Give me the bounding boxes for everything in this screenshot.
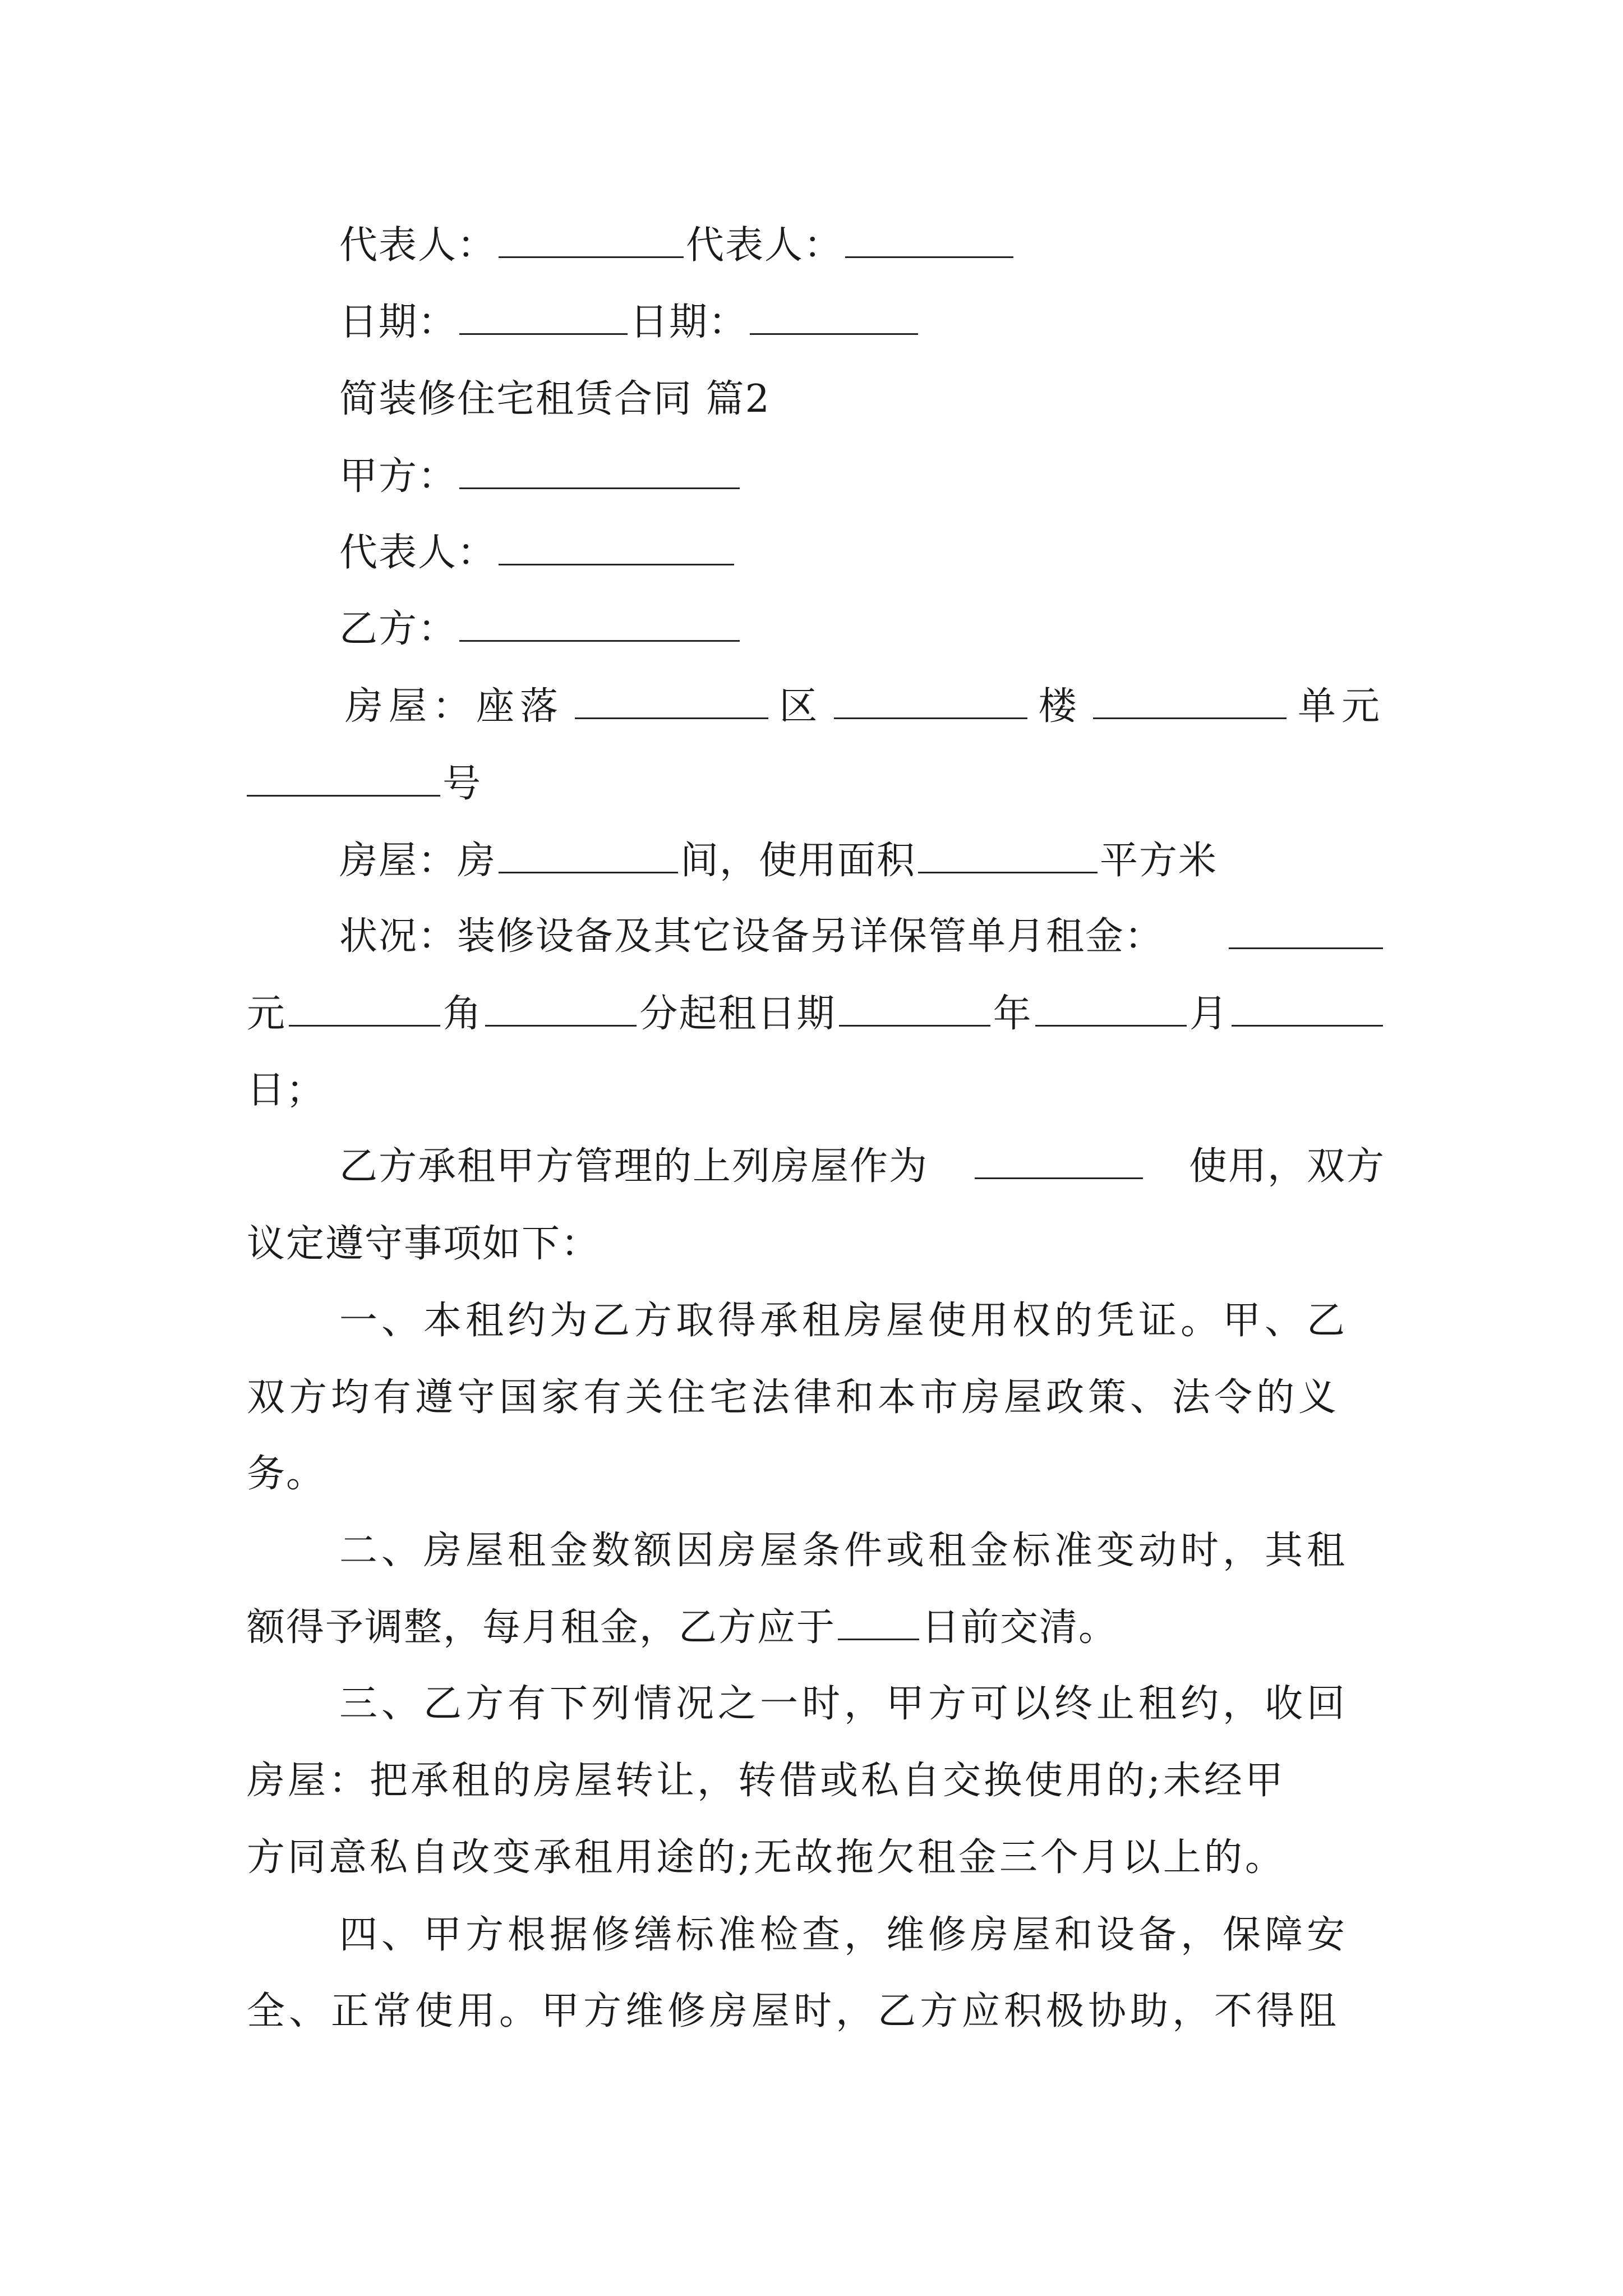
- clause-1-line-1: 一、本租约为乙方取得承租房屋使用权的凭证。甲、乙: [339, 1299, 1349, 1343]
- blank-year: [839, 990, 990, 1027]
- clause-3-line-2: 房屋：把承租的房屋转让，转借或私自交换使用的;未经甲: [247, 1759, 1286, 1803]
- blank-day: [1232, 990, 1383, 1027]
- blank-unit: [1093, 683, 1287, 719]
- label-rooms: 房屋：房: [339, 839, 497, 883]
- label-payday: 额得予调整，每月租金，乙方应于: [247, 1605, 836, 1650]
- clause-3-line-1: 三、乙方有下列情况之一时，甲方可以终止租约，收回: [339, 1682, 1349, 1726]
- label-party-a: 甲方：: [339, 454, 458, 499]
- date-line: [339, 295, 920, 351]
- blank-building: [834, 683, 1027, 719]
- label-yuan: 元: [247, 992, 287, 1036]
- blank-number: [247, 760, 440, 797]
- clause-3-line-3: 方同意私自改变承租用途的;无故拖欠租金三个月以上的。: [247, 1835, 1286, 1880]
- representative-line: [339, 218, 1016, 274]
- label-usage: 乙方承租甲方管理的上列房屋作为: [339, 1144, 929, 1189]
- label-jiao: 角: [443, 992, 483, 1036]
- representative-line-2: [339, 525, 736, 581]
- paragraph-line: 议定遵守事项如下：: [247, 1222, 601, 1266]
- label-party-b: 乙方：: [339, 607, 458, 651]
- label-condition: 状况：装修设备及其它设备另详保管单月租金：: [339, 914, 1164, 959]
- label-month: 月: [1189, 992, 1229, 1036]
- blank-area: [918, 837, 1098, 873]
- label-usage-tail: 使用，双方: [1188, 1144, 1385, 1189]
- label-district: 区: [779, 684, 823, 729]
- clause-1-line-2: 双方均有遵守国家有关住宅法律和本市房屋政策、法令的义: [247, 1375, 1341, 1420]
- label-representative-b: 代表人：: [686, 223, 843, 268]
- label-representative-a: 代表人：: [339, 223, 497, 268]
- day-line: 日；: [247, 1068, 326, 1112]
- label-representative-2: 代表人：: [339, 531, 497, 575]
- blank-representative-a: [499, 222, 684, 258]
- label-number: 号: [442, 762, 482, 806]
- blank-party-b: [459, 605, 740, 642]
- condition-line: [339, 909, 1385, 965]
- label-area: 间，使用面积: [680, 839, 916, 883]
- clause-4-line-1: 四、甲方根据修缮标准检查，维修房屋和设备，保障安: [339, 1913, 1349, 1957]
- blank-rooms: [499, 837, 678, 873]
- blank-date-b: [750, 298, 918, 335]
- label-payday-tail: 日前交清。: [921, 1605, 1118, 1650]
- clause-2-line-2: [247, 1600, 1118, 1656]
- label-start-date: 分起租日期: [639, 992, 836, 1036]
- blank-representative-2: [499, 529, 734, 565]
- label-sqm: 平方米: [1100, 839, 1218, 883]
- blank-jiao: [289, 990, 440, 1027]
- label-date-a: 日期：: [339, 300, 458, 344]
- label-date-b: 日期：: [630, 300, 748, 344]
- clause-4-line-2: 全、正常使用。甲方维修房屋时，乙方应积极协助，不得阻: [247, 1989, 1341, 2033]
- house-area-line: [339, 833, 1218, 889]
- blank-district: [575, 683, 768, 719]
- house-location-line: [345, 679, 1385, 735]
- blank-representative-b: [845, 222, 1013, 258]
- blank-rent: [1229, 913, 1383, 949]
- rent-date-line: [247, 986, 1385, 1042]
- party-a-line: [339, 449, 742, 505]
- label-location: 房屋：座落: [345, 684, 564, 729]
- clause-1-line-3: 务。: [247, 1452, 326, 1496]
- label-year: 年: [993, 992, 1032, 1036]
- blank-month: [1035, 990, 1187, 1027]
- house-number-line: [247, 756, 482, 812]
- clause-2-line-1: 二、房屋租金数额因房屋条件或租金标准变动时，其租: [339, 1529, 1349, 1573]
- blank-party-a: [459, 453, 740, 489]
- blank-fen: [485, 990, 637, 1027]
- label-unit: 单元: [1297, 684, 1385, 729]
- contract-title: 简装修住宅租赁合同 篇2: [339, 377, 771, 421]
- blank-usage: [975, 1143, 1143, 1179]
- party-b-line: [339, 601, 742, 657]
- usage-line: [339, 1139, 1385, 1195]
- label-building: 楼: [1038, 684, 1082, 729]
- blank-date-a: [459, 298, 628, 335]
- blank-payday: [838, 1604, 919, 1640]
